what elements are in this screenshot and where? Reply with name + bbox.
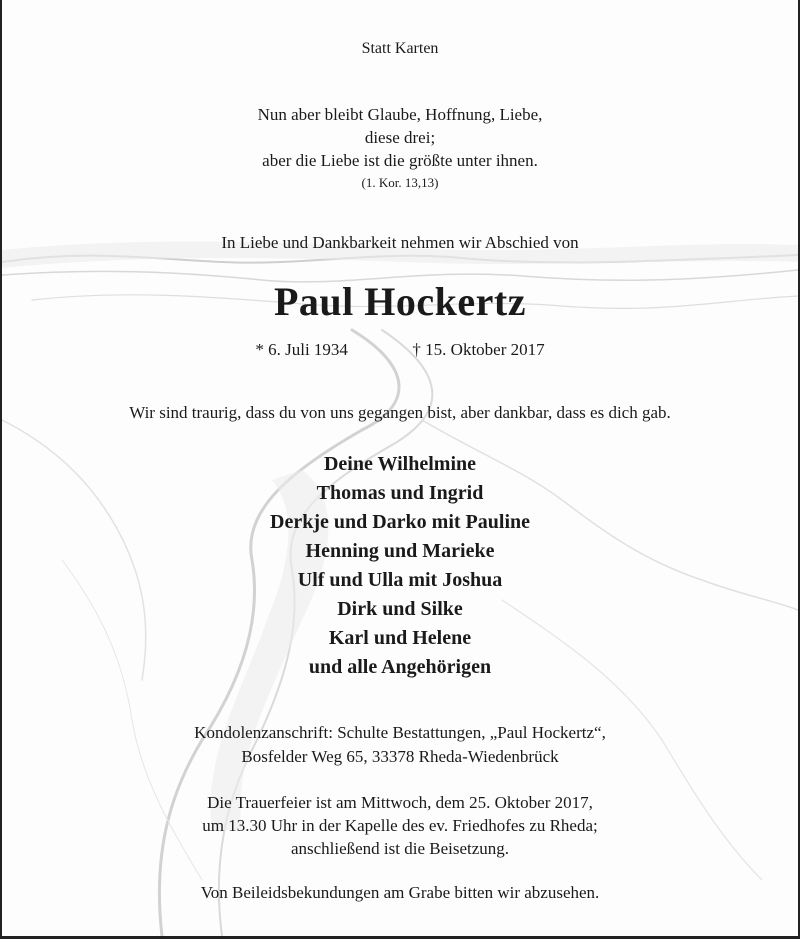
mourner-line: und alle Angehörigen — [308, 656, 492, 678]
mourner-line: Karl und Helene — [328, 627, 472, 649]
mourner-line: Derkje und Darko mit Pauline — [270, 511, 530, 533]
verse-line: diese drei; — [364, 128, 436, 147]
intro-line: In Liebe und Dankbarkeit nehmen wir Abschied von — [221, 233, 579, 252]
heading: Statt Karten — [361, 40, 439, 57]
ceremony-line: Die Trauerfeier ist am Mittwoch, dem 25. Oktober 2017, — [207, 793, 593, 812]
deceased-name: Paul Hockertz — [274, 279, 526, 324]
life-dates — [2, 340, 798, 360]
closing-note: Von Beileidsbekundungen am Grabe bitten wir abzusehen. — [200, 883, 600, 902]
condolence-address-line: Bosfelder Weg 65, 33378 Rheda-Wiedenbrück — [241, 747, 559, 766]
mourner-line: Henning und Marieke — [305, 540, 495, 562]
mourner-line: Ulf und Ulla mit Joshua — [297, 569, 503, 591]
ceremony-line: anschließend ist die Beisetzung. — [290, 839, 510, 858]
verse-line: Nun aber bleibt Glaube, Hoffnung, Liebe, — [257, 105, 543, 124]
memorial-quote: Wir sind traurig, dass du von uns gegangen bist, aber dankbar, dass es dich gab. — [129, 403, 671, 422]
ceremony-line: um 13.30 Uhr in der Kapelle des ev. Friedhofes zu Rheda; — [202, 816, 598, 835]
mourner-line: Dirk und Silke — [337, 598, 463, 620]
mourner-line: Deine Wilhelmine — [323, 453, 477, 475]
mourner-line: Thomas und Ingrid — [316, 482, 484, 504]
condolence-address-line: Kondolenzanschrift: Schulte Bestattungen, „Paul Hockertz“, — [194, 723, 606, 742]
birth-date: * 6. Juli 1934 — [255, 340, 348, 359]
death-date: † 15. Oktober 2017 — [412, 340, 545, 359]
verse-reference: (1. Kor. 13,13) — [361, 175, 439, 190]
verse-line: aber die Liebe ist die größte unter ihnen. — [262, 151, 538, 170]
